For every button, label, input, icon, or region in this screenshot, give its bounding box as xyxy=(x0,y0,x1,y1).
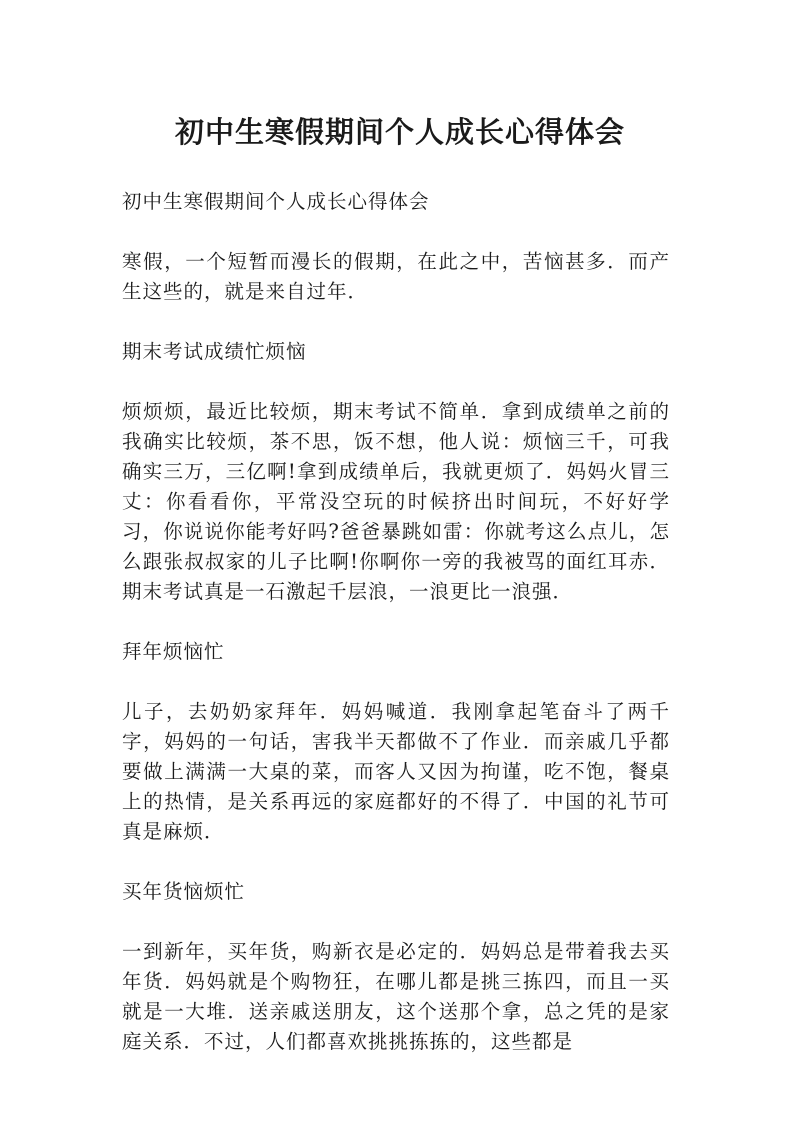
document-title: 初中生寒假期间个人成长心得体会 xyxy=(174,115,625,149)
paragraph-subtitle: 初中生寒假期间个人成长心得体会 xyxy=(122,190,430,213)
section-heading-new-year-visit: 拜年烦恼忙 xyxy=(122,640,225,663)
section-heading-shopping: 买年货恼烦忙 xyxy=(122,880,246,903)
paragraph-intro: 寒假，一个短暂而漫长的假期，在此之中，苦恼甚多．而产生这些的，就是来自过年． xyxy=(122,250,670,303)
document-body xyxy=(122,187,670,1057)
paragraph-new-year-visit: 儿子，去奶奶家拜年．妈妈喊道．我刚拿起笔奋斗了两千字，妈妈的一句话，害我半天都做不了作业．而亲戚几乎都要做上满满一大桌的菜，而客人又因为拘谨，吃不饱，餐桌上的热情，是关系再远的家庭都好的不得了．中国的礼节可真是麻烦． xyxy=(122,700,670,843)
paragraph-exam: 烦烦烦，最近比较烦，期末考试不简单．拿到成绩单之前的我确实比较烦，茶不思，饭不想，他人说：烦恼三千，可我确实三万，三亿啊!拿到成绩单后，我就更烦了．妈妈火冒三丈：你看看你，平常没空玩的时候挤出时间玩，不好好学习，你说说你能考好吗?爸爸暴跳如雷：你就考这么点儿，怎么跟张叔叔家的儿子比啊!你啊你一旁的我被骂的面红耳赤．期末考试真是一石激起千层浪，一浪更比一浪强． xyxy=(122,400,670,603)
section-heading-exam: 期末考试成绩忙烦恼 xyxy=(122,340,307,363)
paragraph-shopping: 一到新年，买年货，购新衣是必定的．妈妈总是带着我去买年货．妈妈就是个购物狂，在哪儿都是挑三拣四，而且一买就是一大堆．送亲戚送朋友，这个送那个拿，总之凭的是家庭关系．不过，人们都喜欢挑挑拣拣的，这些都是 xyxy=(122,940,670,1053)
